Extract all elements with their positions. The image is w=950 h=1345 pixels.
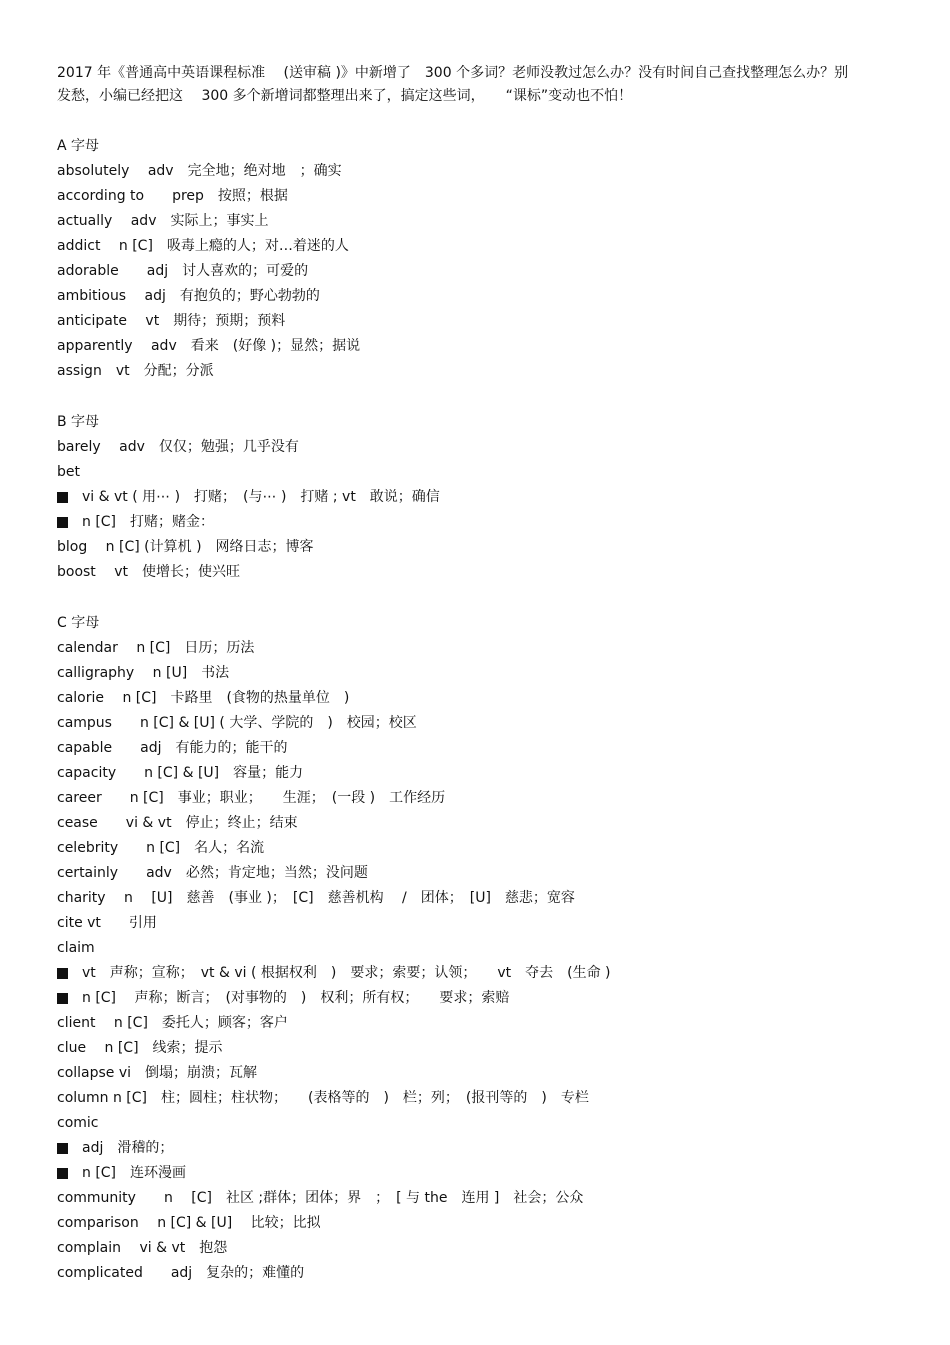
vocab-sub-entry (57, 1161, 857, 1186)
vocab-sub-entry (57, 986, 857, 1011)
letter-section (57, 611, 857, 1286)
vocab-entry: blog n [C] (计算机 ) 网络日志；博客 (57, 539, 314, 555)
vocab-sub-entry (57, 961, 857, 986)
vocab-entry: clue n [C] 线索；提示 (57, 1040, 223, 1056)
vocab-entry: claim (57, 940, 95, 956)
vocab-entry: charity n [U] 慈善 (事业 )； [C] 慈善机构 / 团体； [U] 慈悲；宽容 (57, 890, 575, 906)
vocab-entry: anticipate vt 期待；预期；预料 (57, 313, 286, 329)
sub-entry-text: vt 声称；宣称； vt & vi ( 根据权利 ) 要求；索要；认领； vt 夺去 (生命 ) (82, 965, 611, 981)
vocab-entry: campus n [C] & [U] ( 大学、学院的 ) 校园；校区 (57, 715, 417, 731)
sub-entry-text: vi & vt ( 用⋯ ) 打赌； (与⋯ ) 打赌 ; vt 敢说；确信 (82, 489, 440, 505)
vocab-entry: capacity n [C] & [U] 容量；能力 (57, 765, 304, 781)
sub-entry-text: n [C] 打赌；赌金： (82, 514, 215, 530)
vocab-entry: comparison n [C] & [U] 比较；比拟 (57, 1215, 321, 1231)
square-bullet-icon (57, 492, 68, 503)
vocab-entry: column n [C] 柱；圆柱；柱状物； (表格等的 ) 栏；列； (报刊等的 ) 专栏 (57, 1090, 589, 1106)
vocab-entry: addict n [C] 吸毒上瘾的人；对…着迷的人 (57, 238, 349, 254)
vocab-entry: client n [C] 委托人；顾客；客户 (57, 1015, 288, 1031)
vocab-entry: actually adv 实际上；事实上 (57, 213, 269, 229)
vocab-entry: collapse vi 倒塌；崩溃；瓦解 (57, 1065, 258, 1081)
section-title: C 字母 (57, 615, 100, 631)
section-title: B 字母 (57, 414, 100, 430)
vocab-entry: barely adv 仅仅；勉强；几乎没有 (57, 439, 299, 455)
vocab-entry: cite vt 引用 (57, 915, 157, 931)
square-bullet-icon (57, 517, 68, 528)
letter-section (57, 410, 857, 585)
vocab-entry: ambitious adj 有抱负的；野心勃勃的 (57, 288, 320, 304)
intro-paragraph: 2017 年《普通高中英语课程标准 (送审稿 )》中新增了 300 个多词？老师没教过怎么办？没有时间自己查找整理怎么办？别发愁，小编已经把这 300 多个新增词都整理出来了，搞定这些词， “课标”变动也不怕！ (57, 65, 849, 104)
section-title: A 字母 (57, 138, 100, 154)
square-bullet-icon (57, 968, 68, 979)
sub-entry-text: adj 滑稽的； (82, 1140, 174, 1156)
vocab-entry: cease vi & vt 停止；终止；结束 (57, 815, 298, 831)
vocab-sub-entry (57, 1136, 857, 1161)
document-page (57, 62, 857, 1286)
sub-entry-text: n [C] 连环漫画 (82, 1165, 187, 1181)
vocab-entry: calendar n [C] 日历；历法 (57, 640, 255, 656)
square-bullet-icon (57, 1168, 68, 1179)
square-bullet-icon (57, 1143, 68, 1154)
vocab-entry: complain vi & vt 抱怨 (57, 1240, 228, 1256)
square-bullet-icon (57, 993, 68, 1004)
letter-section (57, 134, 857, 384)
vocab-entry: capable adj 有能力的；能干的 (57, 740, 288, 756)
vocab-entry: according to prep 按照；根据 (57, 188, 288, 204)
vocab-entry: calligraphy n [U] 书法 (57, 665, 230, 681)
vocab-entry: celebrity n [C] 名人；名流 (57, 840, 265, 856)
vocab-entry: absolutely adv 完全地；绝对地 ；确实 (57, 163, 342, 179)
vocab-entry: certainly adv 必然；肯定地；当然；没问题 (57, 865, 368, 881)
vocab-sub-entry (57, 510, 857, 535)
vocab-sub-entry (57, 485, 857, 510)
vocab-entry: career n [C] 事业；职业； 生涯； (一段 ) 工作经历 (57, 790, 446, 806)
vocab-entry: boost vt 使增长；使兴旺 (57, 564, 241, 580)
vocab-entry: assign vt 分配；分派 (57, 363, 214, 379)
vocabulary-sections (57, 134, 857, 1286)
vocab-entry: calorie n [C] 卡路里 (食物的热量单位 ) (57, 690, 350, 706)
vocab-entry: apparently adv 看来 (好像 )；显然；据说 (57, 338, 361, 354)
vocab-entry: comic (57, 1115, 99, 1131)
vocab-entry: complicated adj 复杂的；难懂的 (57, 1265, 305, 1281)
vocab-entry: community n [C] 社区 ;群体；团体；界 ； [ 与 the 连用 ] 社会；公众 (57, 1190, 584, 1206)
vocab-entry: adorable adj 讨人喜欢的；可爱的 (57, 263, 309, 279)
vocab-entry: bet (57, 464, 80, 480)
sub-entry-text: n [C] 声称；断言； (对事物的 ) 权利；所有权； 要求；索赔 (82, 990, 510, 1006)
